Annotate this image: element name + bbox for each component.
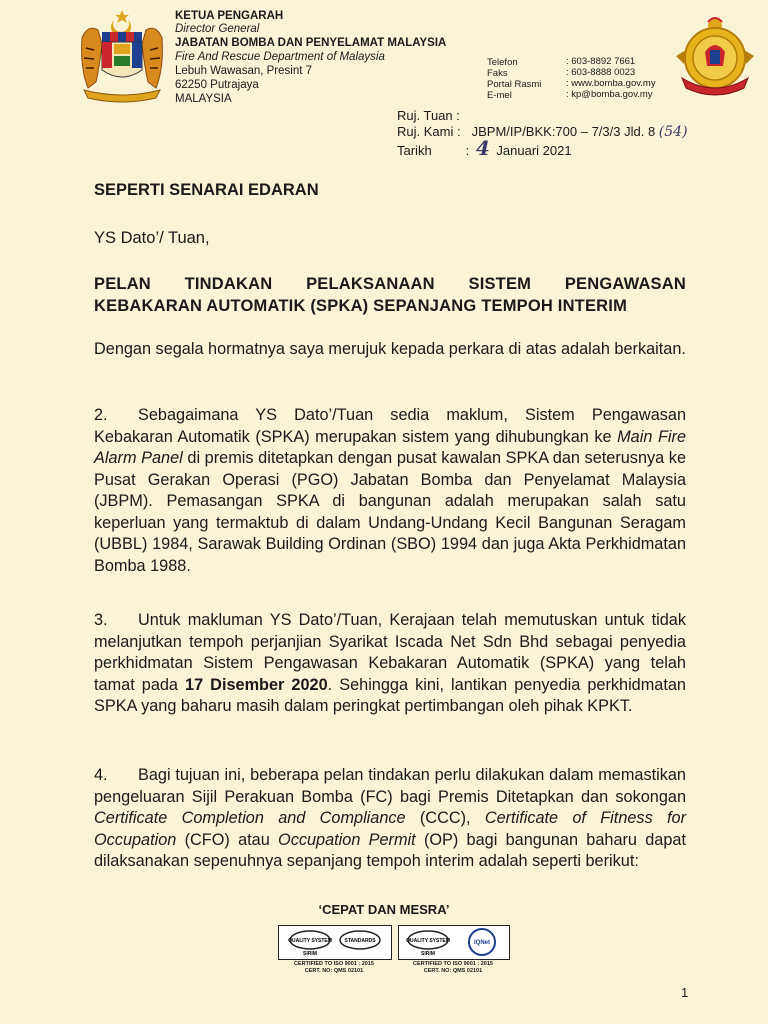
contact-value-email[interactable]: : kp@bomba.gov.my (566, 89, 653, 100)
cert2-caption (398, 961, 508, 974)
ref-tuan-label: Ruj. Tuan : (397, 108, 460, 123)
cert2-badge-right-text: IQNet (473, 940, 491, 946)
ref-date (397, 136, 572, 160)
paragraph-3-number: 3. (94, 611, 108, 629)
letterhead-department-en: Fire And Rescue Department of Malaysia (175, 51, 385, 63)
paragraph-4-italic-2: Certificate of Fitness for Occupation (94, 809, 686, 849)
cert2-sub-text: SIRIM (421, 951, 435, 957)
letterhead-address-3: MALAYSIA (175, 93, 232, 105)
paragraph-1 (94, 339, 686, 361)
paragraph-1-text: Dengan segala hormatnya saya merujuk kepada perkara di atas adalah berkaitan. (94, 340, 686, 358)
paragraph-3-text-a: Untuk makluman YS Dato’/Tuan, Kerajaan telah memutuskan untuk tidak melanjutkan tempoh perjanjian Syarikat Iscada Net Sdn Bhd sebagai penyedia perkhidmatan Sistem Pengawasan Kebakaran Automatik (SPKA) yang telah tamat pada (94, 611, 686, 694)
ref-date-label: Tarikh (397, 143, 432, 158)
ref-kami-handwritten: (54) (658, 124, 688, 140)
cert1-badge-left-text: QUALITY SYSTEM (288, 938, 332, 944)
ref-kami-label: Ruj. Kami : (397, 124, 461, 139)
paragraph-4-text-c: (CFO) atau (176, 830, 279, 849)
ref-date-value: Januari 2021 (496, 143, 572, 158)
contact-label-email: E-mel (487, 90, 512, 101)
paragraph-3-bold-date: 17 Disember 2020 (185, 675, 328, 694)
page-number: 1 (681, 985, 689, 1000)
ref-kami (397, 124, 688, 140)
cert1-caption-2: CERT. NO: QMS 02101 (304, 967, 364, 974)
contact-label-faks: Faks (487, 68, 508, 79)
ref-date-day-handwritten: 4 (475, 136, 490, 160)
cert2-badge-left-text: QUALITY SYSTEM (406, 938, 450, 944)
iqnet-badge (398, 925, 510, 960)
contact-value-faks: : 603-8888 0023 (566, 67, 636, 78)
paragraph-4-italic-1: Certificate Completion and Compliance (94, 809, 406, 827)
paragraph-4-number: 4. (94, 766, 108, 784)
salutation: YS Dato’/ Tuan, (94, 229, 210, 247)
paragraph-2-italic: Main Fire Alarm Panel (94, 427, 686, 467)
letterhead-address-1: Lebuh Wawasan, Presint 7 (175, 65, 313, 77)
letterhead-address-2: 62250 Putrajaya (175, 79, 259, 91)
contact-value-portal[interactable]: : www.bomba.gov.my (566, 78, 656, 89)
paragraph-4-text-b: (CCC), (405, 809, 485, 827)
paragraph-2-text-a: Sebagaimana YS Dato’/Tuan sedia maklum, Sistem Pengawasan Kebakaran Automatik (SPKA) merupakan sistem yang dihubungkan ke (94, 406, 686, 446)
paragraph-4-italic-3: Occupation Permit (278, 830, 416, 849)
addressee: SEPERTI SENARAI EDARAN (94, 181, 319, 199)
paragraph-3 (94, 610, 686, 718)
paragraph-3-text-b: . Sehingga kini, lantikan penyedia perkhidmatan SPKA yang baharu masih dalam peringkat pertimbangan oleh pihak KPKT. (94, 675, 686, 715)
sirim-quality-badge (278, 925, 392, 960)
bomba-emblem-logo (670, 12, 760, 104)
paragraph-2-number: 2. (94, 406, 108, 424)
cert1-badge-right-text: STANDARDS (344, 938, 376, 944)
ref-tuan (397, 108, 462, 123)
cert1-caption (278, 961, 390, 974)
letterhead-title-en: Director General (175, 23, 260, 35)
contact-value-telefon: : 603-8892 7661 (566, 56, 636, 67)
contact-label-telefon: Telefon (487, 57, 518, 68)
ref-date-colon: : (465, 143, 470, 158)
paragraph-2-text-b: di premis ditetapkan dengan pusat kawalan SPKA dan seterusnya ke Pusat Gerakan Operasi (PGO) Jabatan Bomba dan Penyelamat Malaysia (JBPM). Pemasangan SPKA di bangunan adalah merupakan salah satu keperluan yang termaktub di dalam Undang-Undang Kecil Bangunan Seragam (UBBL) 1984, Sarawak Building Ordinan (SBO) 1994 dan juga Akta Perkhidmatan Bomba 1988. (94, 449, 687, 575)
letterhead-department: JABATAN BOMBA DAN PENYELAMAT MALAYSIA (175, 37, 447, 49)
cert1-caption-1: CERTIFIED TO ISO 9001 : 2015 (294, 961, 374, 967)
paragraph-4-text-d: (OP) bagi bangunan baharu dapat dilaksanakan sepenuhnya sepanjang tempoh interim adalah seperti berikut: (94, 830, 686, 870)
cert2-caption-2: CERT. NO: QMS 02101 (423, 967, 483, 974)
ref-kami-value: JBPM/IP/BKK:700 – 7/3/3 Jld. 8 (471, 124, 656, 139)
malaysia-coat-of-arms-logo (78, 8, 166, 108)
subject-line-2: KEBAKARAN AUTOMATIK (SPKA) SEPANJANG TEMPOH INTERIM (94, 297, 628, 315)
letterhead-title: KETUA PENGARAH (175, 10, 284, 22)
paragraph-2 (94, 405, 686, 577)
contact-label-portal: Portal Rasmi (487, 79, 542, 90)
cert1-sub-text: SIRIM (303, 951, 317, 957)
paragraph-4-text-a: Bagi tujuan ini, beberapa pelan tindakan perlu dilakukan dalam memastikan pengeluaran Sijil Perakuan Bomba (FC) bagi Premis Ditetapkan dan sokongan (94, 766, 686, 806)
subject-line-1: PELAN TINDAKAN PELAKSANAAN SISTEM PENGAWASAN (94, 275, 686, 293)
motto: ‘CEPAT DAN MESRA’ (318, 902, 450, 917)
cert2-caption-1: CERTIFIED TO ISO 9001 : 2015 (413, 961, 493, 967)
paragraph-4 (94, 765, 686, 873)
